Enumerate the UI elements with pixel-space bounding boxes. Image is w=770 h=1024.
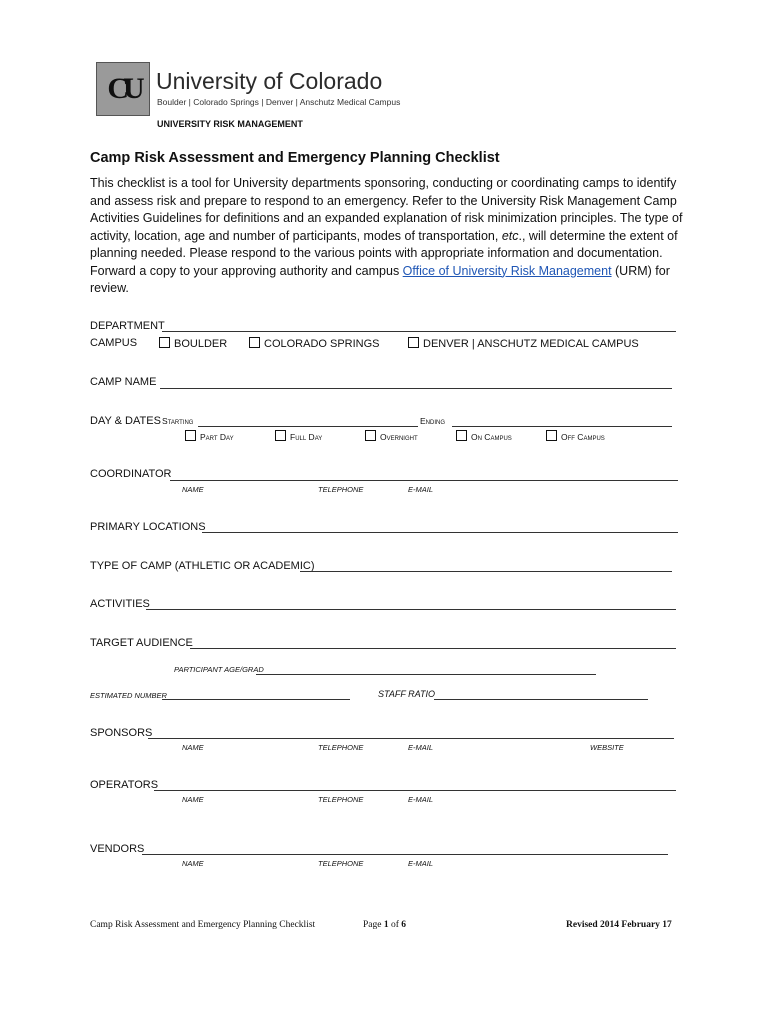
primary-locations-label: PRIMARY LOCATIONS (90, 521, 206, 533)
type-of-camp-label: TYPE OF CAMP (ATHLETIC OR ACADEMIC) (90, 560, 315, 572)
participant-age-field[interactable] (256, 674, 596, 675)
operators-email-sublabel: E-MAIL (408, 795, 434, 804)
staff-ratio-field[interactable] (434, 699, 648, 700)
vendors-field[interactable] (142, 854, 668, 855)
target-audience-label: TARGET AUDIENCE (90, 637, 193, 649)
coordinator-email-sublabel: E-MAIL (408, 485, 434, 494)
campuses-line: Boulder | Colorado Springs | Denver | Anschutz Medical Campus (157, 97, 401, 107)
checkbox[interactable] (185, 430, 196, 441)
sponsors-name-sublabel: NAME (182, 743, 204, 752)
day-dates-label: DAY & DATES (90, 415, 161, 427)
campus-option-denver[interactable]: DENVER | ANSCHUTZ MEDICAL CAMPUS (408, 337, 639, 350)
cu-logo-text: CU (107, 72, 139, 105)
coordinator-telephone-sublabel: TELEPHONE (318, 485, 364, 494)
activities-field[interactable] (146, 609, 676, 610)
option-overnight[interactable]: Overnight (365, 430, 418, 442)
urm-link[interactable]: Office of University Risk Management (402, 263, 612, 278)
target-audience-field[interactable] (190, 648, 676, 649)
vendors-label: VENDORS (90, 843, 145, 855)
option-part-day[interactable]: Part Day (185, 430, 234, 442)
camp-name-label: CAMP NAME (90, 376, 157, 388)
checkbox[interactable] (249, 337, 260, 348)
checkbox[interactable] (408, 337, 419, 348)
operators-name-sublabel: NAME (182, 795, 204, 804)
document-title: Camp Risk Assessment and Emergency Planning Checklist (90, 150, 500, 166)
campus-option-colorado-springs[interactable]: COLORADO SPRINGS (249, 337, 380, 350)
estimated-number-label: ESTIMATED NUMBER (90, 691, 167, 700)
department-label: DEPARTMENT (90, 320, 165, 332)
footer-page-number: Page 1 of 6 (363, 920, 407, 930)
primary-locations-field[interactable] (202, 532, 678, 533)
vendors-name-sublabel: NAME (182, 859, 204, 868)
vendors-email-sublabel: E-MAIL (408, 859, 434, 868)
participant-age-label: PARTICIPANT AGE/GRAD (174, 665, 264, 674)
sponsors-website-sublabel: WEBSITE (590, 743, 624, 752)
operators-field[interactable] (154, 790, 676, 791)
campus-label: CAMPUS (90, 337, 138, 349)
coordinator-name-sublabel: NAME (182, 485, 204, 494)
sponsors-telephone-sublabel: TELEPHONE (318, 743, 364, 752)
checkbox[interactable] (456, 430, 467, 441)
intro-text-2: ., will determine the extent of planning needed. Please respond to the various points with appropriate information and documentation. Forward a copy to your approving authority and campus (90, 228, 678, 278)
sponsors-field[interactable] (148, 738, 674, 739)
sponsors-email-sublabel: E-MAIL (408, 743, 434, 752)
option-on-campus[interactable]: On Campus (456, 430, 512, 442)
department-field[interactable] (162, 331, 676, 332)
operators-telephone-sublabel: TELEPHONE (318, 795, 364, 804)
intro-text-3: (URM) for review. (90, 263, 670, 295)
page-current: 1 (383, 920, 389, 930)
coordinator-field[interactable] (170, 480, 678, 481)
intro-paragraph (90, 175, 690, 298)
intro-italic: etc (501, 228, 519, 243)
cu-logo (96, 62, 150, 116)
footer-document-title: Camp Risk Assessment and Emergency Planning Checklist (90, 920, 316, 930)
activities-label: ACTIVITIES (90, 598, 150, 610)
type-of-camp-field[interactable] (300, 571, 672, 572)
starting-label: Starting (162, 416, 194, 426)
department-title: UNIVERSITY RISK MANAGEMENT (157, 119, 303, 129)
ending-label: Ending (420, 416, 446, 426)
camp-name-field[interactable] (160, 388, 672, 389)
option-off-campus[interactable]: Off Campus (546, 430, 605, 442)
page-total: 6 (401, 920, 407, 930)
checkbox[interactable] (546, 430, 557, 441)
campus-option-boulder[interactable]: BOULDER (159, 337, 227, 350)
option-full-day[interactable]: Full Day (275, 430, 322, 442)
staff-ratio-label: STAFF RATIO (378, 689, 436, 699)
sponsors-label: SPONSORS (90, 727, 153, 739)
checkbox[interactable] (159, 337, 170, 348)
vendors-telephone-sublabel: TELEPHONE (318, 859, 364, 868)
estimated-number-field[interactable] (162, 699, 350, 700)
intro-text-1: This checklist is a tool for University departments sponsoring, conducting or coordinating camps to identify and assess risk and prepare to respond to an emergency. Refer to the University Risk Management Camp Activities Guidelines for definitions and an expanded explanation of risk minimization principles. The type of activity, location, age and number of participants, modes of transportation, (90, 176, 683, 243)
footer-revised-date: Revised 2014 February 17 (566, 920, 672, 930)
university-name: University of Colorado (156, 68, 383, 94)
coordinator-label: COORDINATOR (90, 468, 172, 480)
checkbox[interactable] (365, 430, 376, 441)
checkbox[interactable] (275, 430, 286, 441)
operators-label: OPERATORS (90, 779, 159, 791)
ending-field[interactable] (452, 426, 672, 427)
starting-field[interactable] (198, 426, 418, 427)
